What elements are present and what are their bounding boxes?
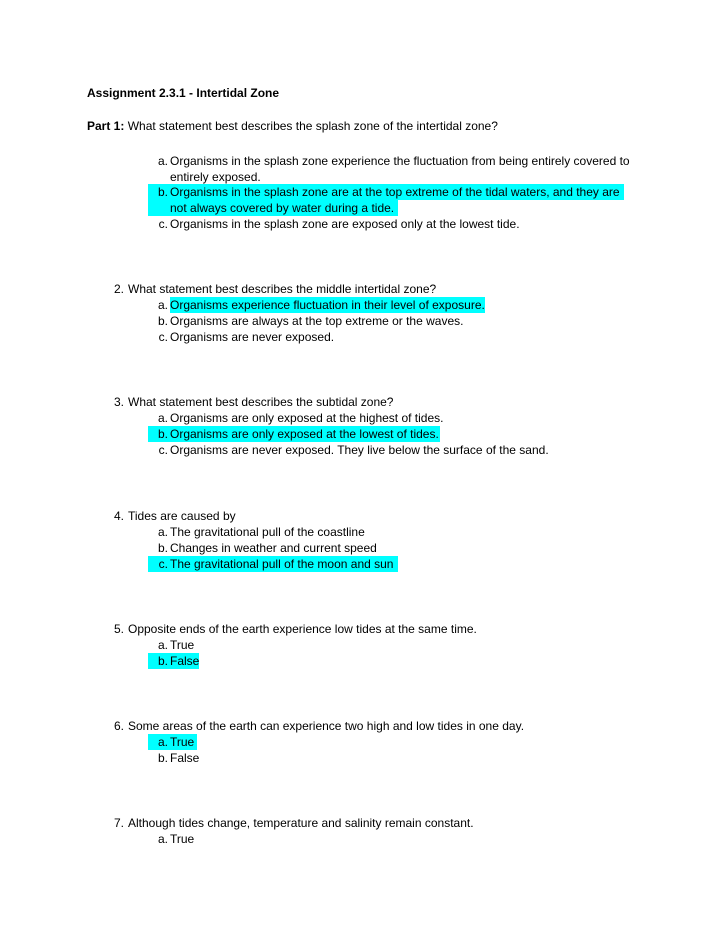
question-text: Tides are caused by <box>128 509 236 523</box>
option-letter: b. <box>157 427 168 441</box>
option-text: False <box>170 751 200 765</box>
question-number: 2. <box>113 282 124 296</box>
option-letter: c. <box>158 330 168 344</box>
option-letter: a. <box>157 411 168 425</box>
option-letter: a. <box>157 638 168 652</box>
question-number: 6. <box>113 719 124 733</box>
option-letter: b. <box>157 751 168 765</box>
option-text: Organisms in the splash zone are exposed only at the lowest tide. <box>170 217 520 231</box>
option-text: True <box>170 832 195 846</box>
part1-question <box>87 118 498 134</box>
option-letter: a. <box>157 525 168 539</box>
option-text: True <box>170 638 195 652</box>
option-text: Organisms are only exposed at the lowest of tides. <box>170 427 439 441</box>
part1-option-a-cont: entirely exposed. <box>170 170 261 184</box>
part1-label: Part 1: <box>87 119 125 133</box>
option-letter: a. <box>157 735 168 749</box>
option-letter: c. <box>158 217 168 231</box>
option-letter: a. <box>157 298 168 312</box>
option-letter: a. <box>157 832 168 846</box>
question-text: Some areas of the earth can experience two high and low tides in one day. <box>128 719 525 733</box>
part1-option-b-cont: not always covered by water during a tide. <box>170 201 395 215</box>
question-text: What statement best describes the middle intertidal zone? <box>128 282 437 296</box>
question-number: 4. <box>113 509 124 523</box>
option-letter: b. <box>157 314 168 328</box>
option-letter: b. <box>157 541 168 555</box>
question-text: What statement best describes the subtidal zone? <box>128 395 394 409</box>
option-text: False <box>170 654 200 668</box>
question-number: 7. <box>113 816 124 830</box>
option-text: Organisms in the splash zone experience the fluctuation from being entirely covered to <box>170 154 630 168</box>
option-text: Organisms are only exposed at the highest of tides. <box>170 411 444 425</box>
question-number: 5. <box>113 622 124 636</box>
option-letter: c. <box>158 557 168 571</box>
option-text: Organisms are never exposed. They live below the surface of the sand. <box>170 443 549 457</box>
question-text: Opposite ends of the earth experience low tides at the same time. <box>128 622 477 636</box>
option-text: The gravitational pull of the moon and sun <box>170 557 394 571</box>
option-text: Organisms are always at the top extreme or the waves. <box>170 314 464 328</box>
option-text: True <box>170 735 195 749</box>
option-letter: a. <box>157 154 168 168</box>
option-letter: b. <box>157 185 168 199</box>
question-text: Although tides change, temperature and salinity remain constant. <box>128 816 474 830</box>
option-text-highlighted: Organisms experience fluctuation in their level of exposure. <box>170 298 485 312</box>
question-number: 3. <box>113 395 124 409</box>
part1-question-text: What statement best describes the splash zone of the intertidal zone? <box>124 119 498 133</box>
assignment-title: Assignment 2.3.1 - Intertidal Zone <box>87 86 280 100</box>
option-text: Organisms in the splash zone are at the top extreme of the tidal waters, and they are <box>170 185 620 199</box>
option-text: The gravitational pull of the coastline <box>170 525 365 539</box>
option-text: Changes in weather and current speed <box>170 541 377 555</box>
option-letter: b. <box>157 654 168 668</box>
option-text: Organisms are never exposed. <box>170 330 335 344</box>
option-letter: c. <box>158 443 168 457</box>
